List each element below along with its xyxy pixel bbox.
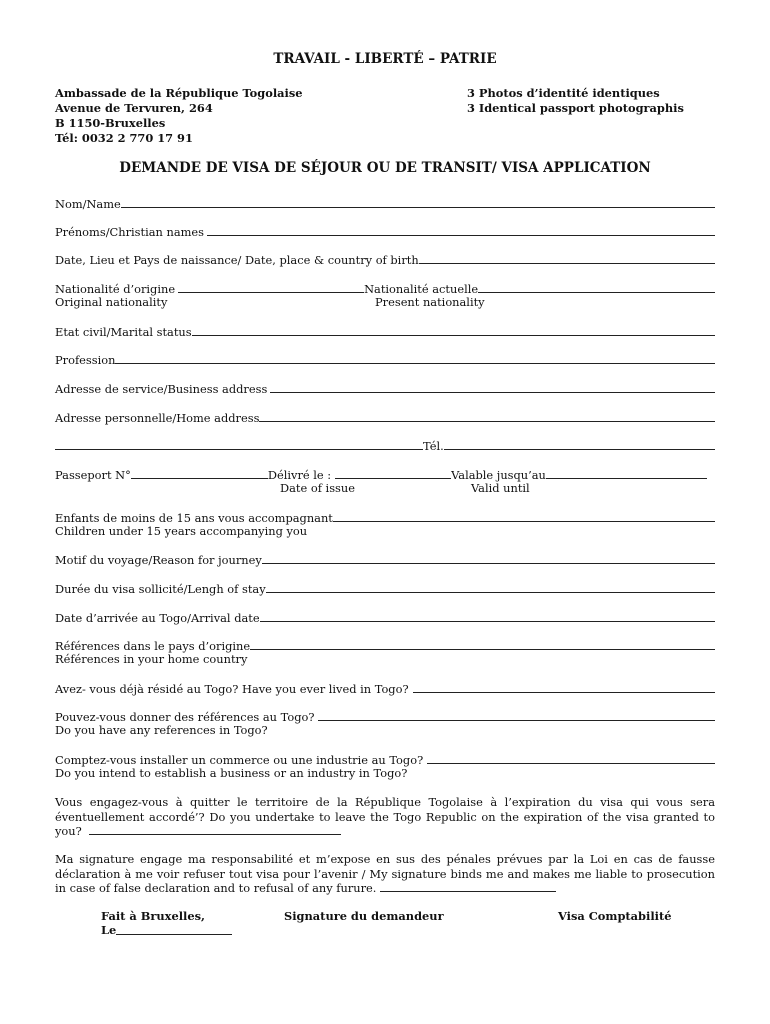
motto-heading: TRAVAIL - LIBERTÉ – PATRIE — [273, 51, 497, 67]
nationality-field — [55, 281, 715, 296]
birth-label: Date, Lieu et Pays de naissance/ Date, place & country of birth — [55, 252, 419, 267]
birth-field — [55, 252, 715, 267]
reason-blank[interactable] — [262, 563, 715, 564]
refs-en-label: Références in your home country — [55, 652, 248, 666]
embassy-city: B 1150-Bruxelles — [55, 116, 166, 130]
prenoms-blank[interactable] — [207, 235, 715, 236]
embassy-name: Ambassade de la République Togolaise — [55, 86, 303, 100]
stay-blank[interactable] — [266, 592, 715, 593]
stay-label: Durée du visa sollicité/Lengh of stay — [55, 581, 266, 596]
business-togo-en-label: Do you intend to establish a business or an industry in Togo? — [55, 766, 408, 780]
reason-field — [55, 552, 715, 567]
signature-declaration-blank[interactable] — [380, 881, 556, 892]
prenoms-field — [55, 224, 715, 239]
valid-blank[interactable] — [546, 478, 707, 479]
lived-label: Avez- vous déjà résidé au Togo? Have you ever lived in Togo? — [55, 681, 409, 696]
business-togo-field — [55, 752, 715, 767]
tel-label: Tél. — [423, 438, 444, 453]
signature-declaration — [55, 852, 715, 896]
applicant-signature-label: Signature du demandeur — [284, 909, 444, 923]
date-blank[interactable] — [116, 934, 232, 935]
valid-label: Valable jusqu’au — [451, 467, 546, 482]
business-togo-label: Comptez-vous installer un commerce ou une industrie au Togo? — [55, 752, 424, 767]
refs-togo-label: Pouvez-vous donner des références au Togo? — [55, 709, 315, 724]
arrival-field — [55, 610, 715, 625]
photos-requirement-fr: 3 Photos d’identité identiques — [467, 86, 660, 100]
lived-blank[interactable] — [413, 692, 715, 693]
nat-current-blank[interactable] — [478, 292, 715, 293]
address-continuation-blank[interactable] — [55, 449, 423, 450]
nat-origin-en-label: Original nationality — [55, 295, 168, 309]
business-address-label: Adresse de service/Business address — [55, 381, 268, 396]
leave-question — [55, 795, 715, 839]
passport-number-blank[interactable] — [131, 478, 268, 479]
birth-blank[interactable] — [419, 263, 715, 264]
business-address-field — [55, 381, 715, 396]
lived-field — [55, 681, 715, 696]
children-field — [55, 510, 715, 525]
tel-blank[interactable] — [444, 449, 715, 450]
name-blank[interactable] — [121, 207, 715, 208]
issued-label: Délivré le : — [267, 467, 332, 482]
reason-label: Motif du voyage/Reason for journey — [55, 552, 262, 567]
embassy-street: Avenue de Tervuren, 264 — [55, 101, 213, 115]
children-en-label: Children under 15 years accompanying you — [55, 524, 308, 538]
issued-en-label: Date of issue — [280, 481, 355, 495]
photos-requirement-en: 3 Identical passport photographis — [467, 101, 684, 115]
tel-field — [55, 438, 715, 453]
home-address-field — [55, 410, 715, 425]
refs-togo-en-label: Do you have any references in Togo? — [55, 723, 268, 737]
nat-current-label: Nationalité actuelle — [364, 281, 479, 296]
stay-field — [55, 581, 715, 596]
fait-a-label: Fait à Bruxelles, — [101, 909, 205, 923]
home-address-blank[interactable] — [259, 421, 715, 422]
arrival-label: Date d’arrivée au Togo/Arrival date — [55, 610, 260, 625]
nat-current-en-label: Present nationality — [375, 295, 485, 309]
name-field — [55, 196, 715, 211]
refs-label: Références dans le pays d’origine — [55, 638, 251, 653]
leave-question-blank[interactable] — [89, 824, 341, 835]
business-togo-blank[interactable] — [427, 763, 715, 764]
prenoms-label: Prénoms/Christian names — [55, 224, 204, 239]
le-label: Le — [101, 923, 117, 937]
leave-question-text: Vous engagez-vous à quitter le territoire de la République Togolaise à l’expiration du visa qui vous sera éventuellement accordé’? Do you undertake to leave the Togo Republic on the expiration of the visa granted to you? — [55, 795, 715, 838]
nat-origin-label: Nationalité d’origine — [55, 281, 176, 296]
valid-en-label: Valid until — [471, 481, 530, 495]
profession-label: Profession — [55, 352, 116, 367]
refs-field — [55, 638, 715, 653]
marital-blank[interactable] — [192, 335, 715, 336]
refs-togo-field — [55, 709, 715, 724]
passport-label: Passeport N° — [55, 467, 131, 482]
arrival-blank[interactable] — [260, 621, 715, 622]
nat-origin-blank[interactable] — [178, 292, 364, 293]
embassy-phone: Tél: 0032 2 770 17 91 — [55, 131, 193, 145]
form-title: DEMANDE DE VISA DE SÉJOUR OU DE TRANSIT/ VISA APPLICATION — [119, 160, 651, 176]
children-blank[interactable] — [333, 521, 715, 522]
passport-field — [55, 467, 707, 482]
profession-field — [55, 352, 715, 367]
visa-accounting-label: Visa Comptabilité — [558, 909, 672, 923]
refs-togo-blank[interactable] — [318, 720, 715, 721]
signature-declaration-text: Ma signature engage ma responsabilité et m’expose en sus des pénales prévues par la Loi en cas de fausse déclaration à me voir refuser tout visa pour l’avenir / My signature binds me and makes me liable to prosecution in case of false declaration and to refusal of any furure. — [55, 852, 715, 895]
issued-blank[interactable] — [335, 478, 451, 479]
profession-blank[interactable] — [115, 363, 715, 364]
marital-label: Etat civil/Marital status — [55, 324, 192, 339]
name-label: Nom/Name — [55, 196, 121, 211]
marital-field — [55, 324, 715, 339]
date-field — [101, 923, 232, 938]
business-address-blank[interactable] — [270, 392, 715, 393]
home-address-label: Adresse personnelle/Home address — [55, 410, 260, 425]
refs-blank[interactable] — [250, 649, 715, 650]
children-label: Enfants de moins de 15 ans vous accompagnant — [55, 510, 333, 525]
